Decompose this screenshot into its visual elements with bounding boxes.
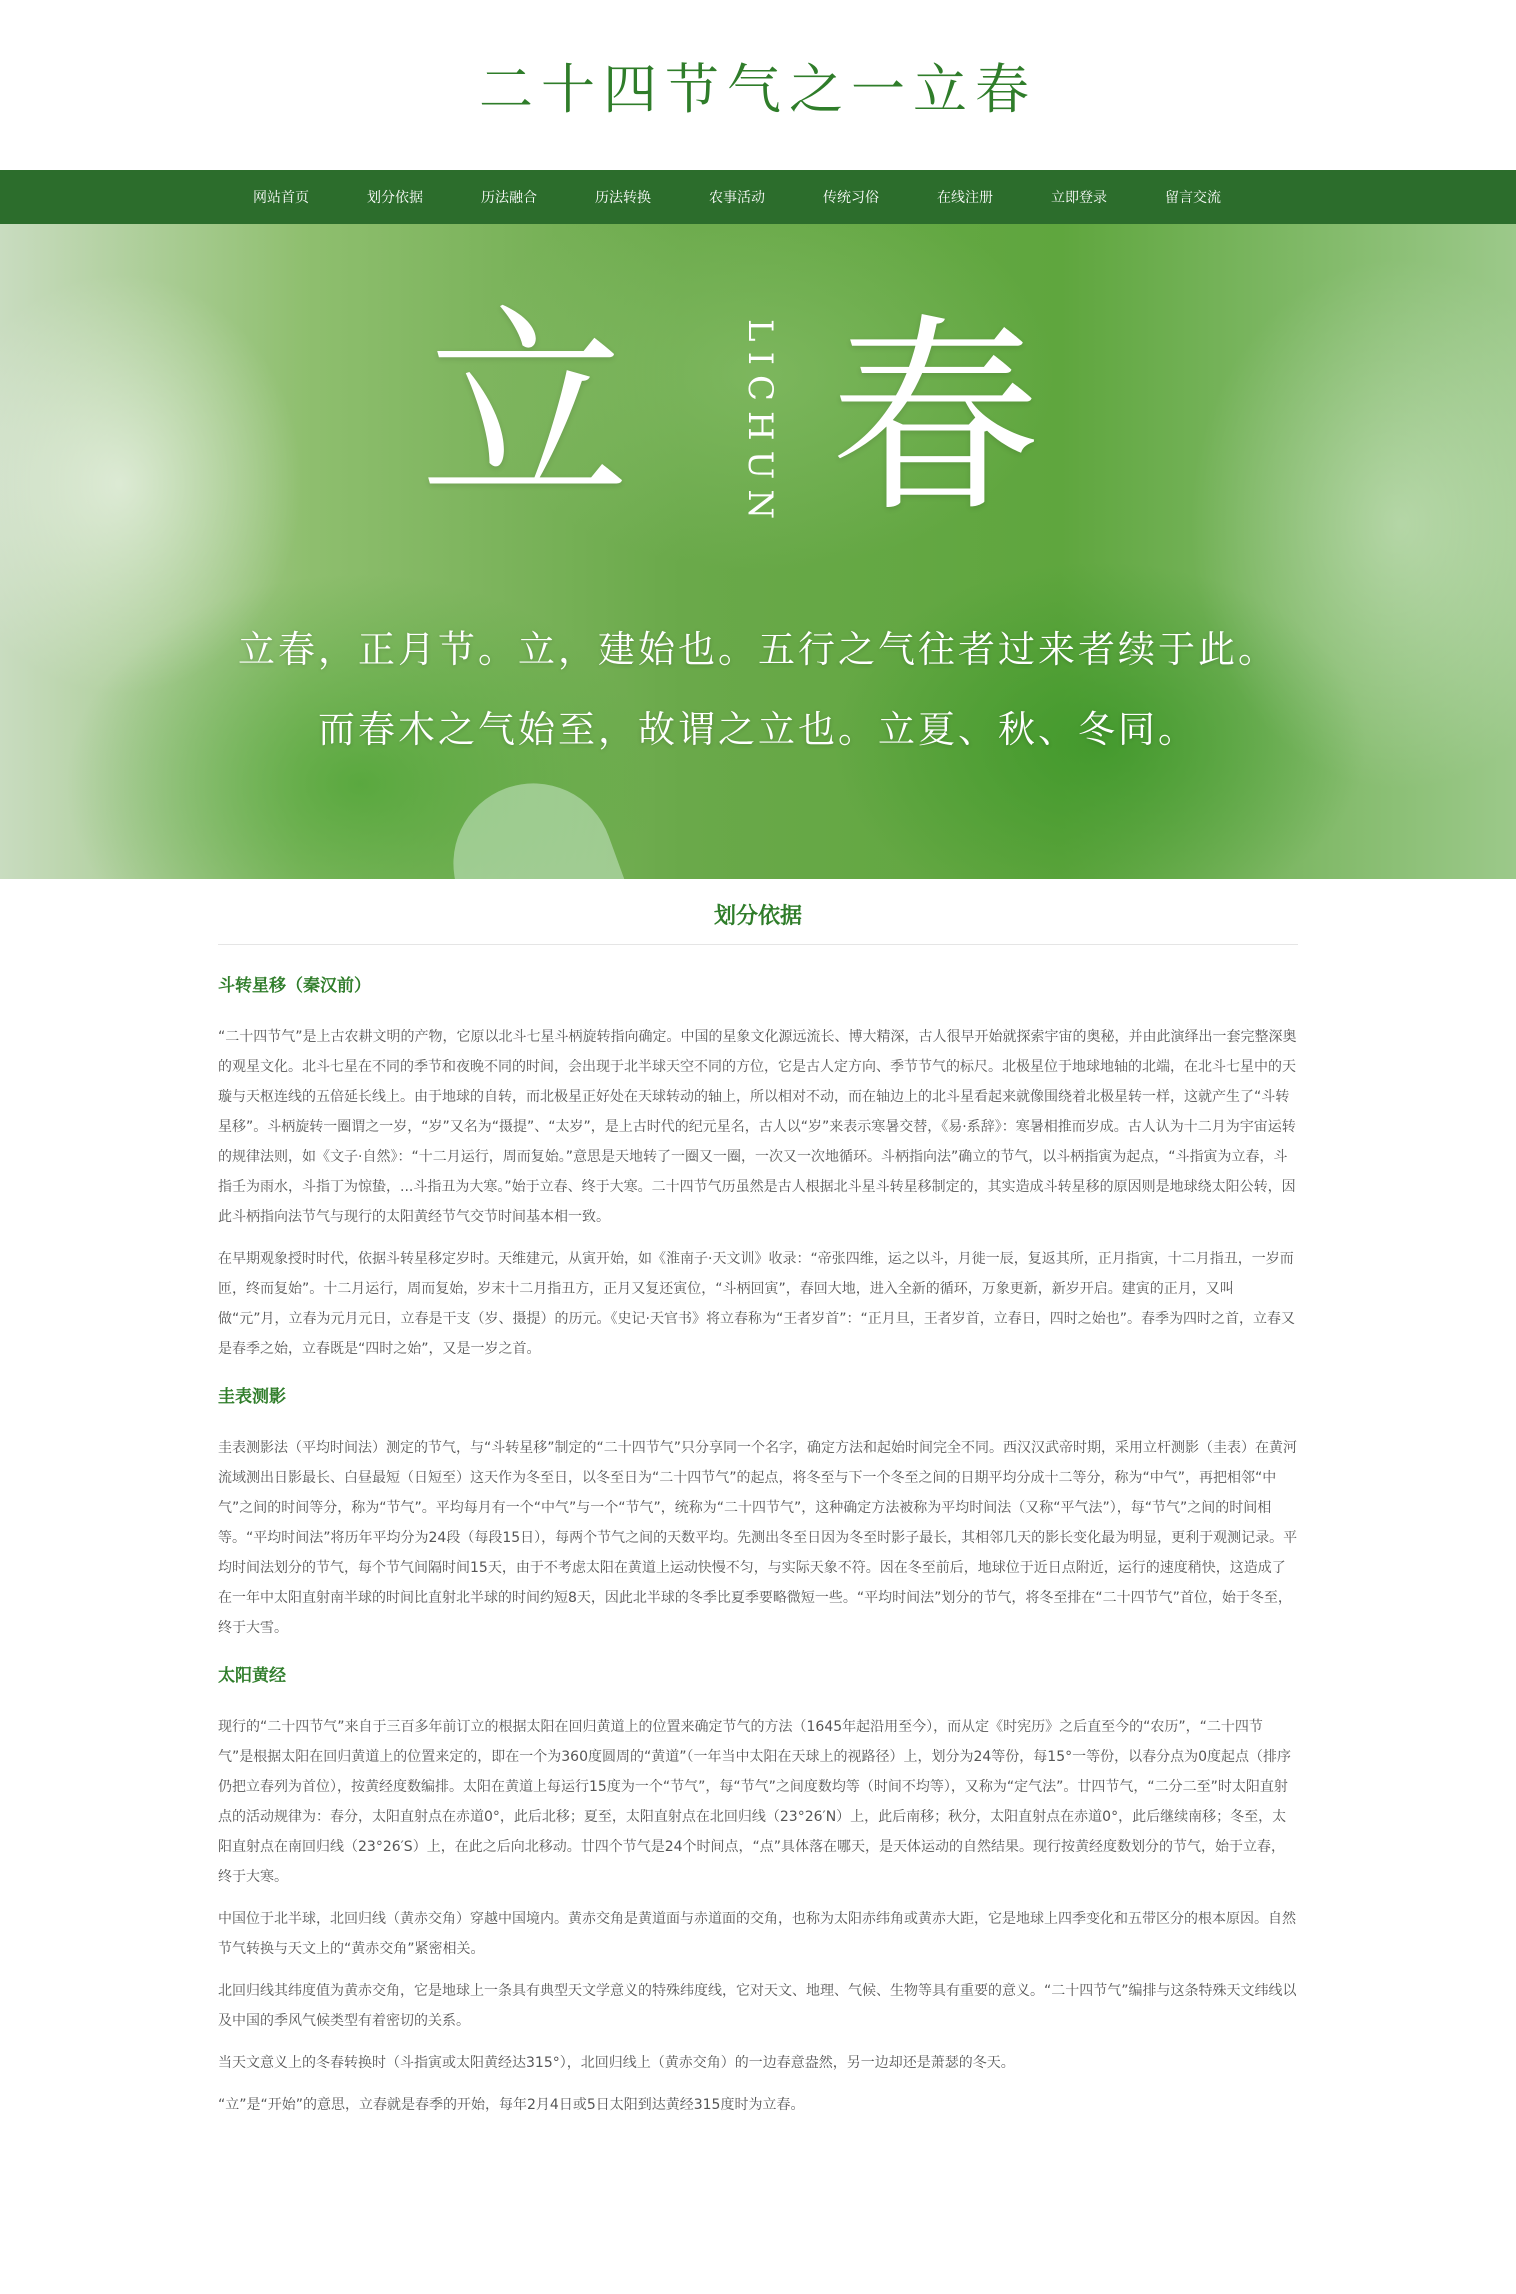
paragraph: 当天文意义上的冬春转换时（斗指寅或太阳黄经达315°），北回归线上（黄赤交角）的一边春意盎然，另一边却还是萧瑟的冬天。 <box>218 2055 1015 2071</box>
banner-leaf-shape <box>431 761 629 879</box>
banner-char-chun: 春 <box>830 296 1041 541</box>
nav-item-register[interactable]: 在线注册 <box>937 190 993 206</box>
subsection-heading: 圭表测影 <box>218 1387 286 1407</box>
paragraph: “二十四节气”是上古农耕文明的产物，它原以北斗七星斗柄旋转指向确定。中国的星象文化源远流长、博大精深，古人很早开始就探索宇宙的奥秘，并由此演绎出一套完整深奥的观星文化。北斗七星在不同的季节和夜晚不同的时间，会出现于北半球天空不同的方位，它是古人定方向、季节节气的标尺。北极星位于地球地轴的北端，在北斗七星中的天璇与天枢连线的五倍延长线上。由于地球的自转，而北极星正好处在天球转动的轴上，所以相对不动，而在轴边上的北斗星看起来就像围绕着北极星转一样，这就产生了“斗转星移”。斗柄旋转一圈谓之一岁，“岁”又名为“摄提”、“太岁”，是上古时代的纪元星名，古人以“岁”来表示寒暑交替，《易·系辞》：寒暑相推而岁成。古人认为十二月为宇宙运转的规律法则，如《文子·自然》：“十二月运行，周而复始。”意思是天地转了一圈又一圈，一次又一次地循环。斗柄指向法”确立的节气，以斗柄指寅为起点，“斗指寅为立春，斗指壬为雨水，斗指丁为惊蛰，...斗指丑为大寒。”始于立春、终于大寒。二十四节气历虽然是古人根据北斗星斗转星移制定的，其实造成斗转星移的原因则是地球绕太阳公转，因此斗柄指向法节气与现行的太阳黄经节气交节时间基本相一致。 <box>218 1029 1297 1225</box>
nav-item-farming[interactable]: 农事活动 <box>709 190 765 206</box>
section-title: 划分依据 <box>218 879 1298 945</box>
nav-item-login[interactable]: 立即登录 <box>1051 190 1107 206</box>
banner-quote-line-2: 而春木之气始至，故谓之立也。立夏、秋、冬同。 <box>318 708 1198 751</box>
banner-quote-line-1: 立春，正月节。立，建始也。五行之气往者过来者续于此。 <box>238 628 1278 671</box>
subsection-heading: 斗转星移（秦汉前） <box>218 976 371 996</box>
paragraph: 现行的“二十四节气”来自于三百多年前订立的根据太阳在回归黄道上的位置来确定节气的方法（1645年起沿用至今），而从定《时宪历》之后直至今的“农历”，“二十四节气”是根据太阳在回归黄道上的位置来定的，即在一个为360度圆周的“黄道”（一年当中太阳在天球上的视路径）上，划分为24等份，每15°一等份，以春分点为0度起点（排序仍把立春列为首位），按黄经度数编排。太阳在黄道上每运行15度为一个“节气”，每“节气”之间度数均等（时间不均等），又称为“定气法”。廿四节气，“二分二至”时太阳直射点的活动规律为：春分，太阳直射点在赤道0°，此后北移；夏至，太阳直射点在北回归线（23°26′N）上，此后南移；秋分，太阳直射点在赤道0°，此后继续南移；冬至，太阳直射点在南回归线（23°26′S）上，在此之后向北移动。廿四个节气是24个时间点，“点”具体落在哪天，是天体运动的自然结果。现行按黄经度数划分的节气，始于立春，终于大寒。 <box>218 1719 1292 1885</box>
hero-banner <box>0 224 1516 879</box>
banner-romanization: LICHUN <box>740 319 780 530</box>
paragraph: 北回归线其纬度值为黄赤交角，它是地球上一条具有典型天文学意义的特殊纬度线，它对天文、地理、气候、生物等具有重要的意义。“二十四节气”编排与这条特殊天文纬线以及中国的季风气候类型有着密切的关系。 <box>218 1983 1297 2029</box>
nav-item-home[interactable]: 网站首页 <box>253 190 309 206</box>
main-content <box>218 879 1298 2120</box>
nav-item-basis[interactable]: 划分依据 <box>367 190 423 206</box>
banner-char-li: 立 <box>420 286 631 531</box>
nav-item-calendar-conversion[interactable]: 历法转换 <box>595 190 651 206</box>
paragraph: 圭表测影法（平均时间法）测定的节气，与“斗转星移”制定的“二十四节气”只分享同一个名字，确定方法和起始时间完全不同。西汉汉武帝时期，采用立杆测影（圭表）在黄河流域测出日影最长、白昼最短（日短至）这天作为冬至日，以冬至日为“二十四节气”的起点，将冬至与下一个冬至之间的日期平均分成十二等分，称为“中气”，再把相邻“中气”之间的时间等分，称为“节气”。平均每月有一个“中气”与一个“节气”，统称为“二十四节气”，这种确定方法被称为平均时间法（又称“平气法”），每“节气”之间的时间相等。“平均时间法”将历年平均分为24段（每段15日），每两个节气之间的天数平均。先测出冬至日因为冬至时影子最长，其相邻几天的影长变化最为明显，更利于观测记录。平均时间法划分的节气，每个节气间隔时间15天，由于不考虑太阳在黄道上运动快慢不匀，与实际天象不符。因在冬至前后，地球位于近日点附近，运行的速度稍快，这造成了在一年中太阳直射南半球的时间比直射北半球的时间约短8天，因此北半球的冬季比夏季要略微短一些。“平均时间法”划分的节气，将冬至排在“二十四节气”首位，始于冬至，终于大雪。 <box>218 1440 1298 1636</box>
paragraph: 在早期观象授时时代，依据斗转星移定岁时。天维建元，从寅开始，如《淮南子·天文训》收录：“帝张四维，运之以斗，月徙一辰，复返其所，正月指寅，十二月指丑，一岁而匝，终而复始”。十二月运行，周而复始，岁末十二月指丑方，正月又复还寅位，“斗柄回寅”，春回大地，进入全新的循环，万象更新，新岁开启。建寅的正月，又叫做“元”月，立春为元月元日，立春是干支（岁、摄提）的历元。《史记·天官书》将立春称为“王者岁首”：“正月旦，王者岁首，立春日，四时之始也”。春季为四时之首，立春又是春季之始，立春既是“四时之始”，又是一岁之首。 <box>218 1251 1295 1357</box>
nav-item-guestbook[interactable]: 留言交流 <box>1165 190 1221 206</box>
main-nav <box>0 170 1516 224</box>
site-title: 二十四节气之一立春 <box>479 57 1037 121</box>
paragraph: “立”是“开始”的意思，立春就是春季的开始，每年2月4日或5日太阳到达黄经315度时为立春。 <box>218 2097 805 2113</box>
nav-item-customs[interactable]: 传统习俗 <box>823 190 879 206</box>
paragraph: 中国位于北半球，北回归线（黄赤交角）穿越中国境内。黄赤交角是黄道面与赤道面的交角，也称为太阳赤纬角或黄赤大距，它是地球上四季变化和五带区分的根本原因。自然节气转换与天文上的“黄赤交角”紧密相关。 <box>218 1911 1296 1957</box>
subsection-heading: 太阳黄经 <box>218 1666 286 1686</box>
nav-item-calendar-fusion[interactable]: 历法融合 <box>481 190 537 206</box>
